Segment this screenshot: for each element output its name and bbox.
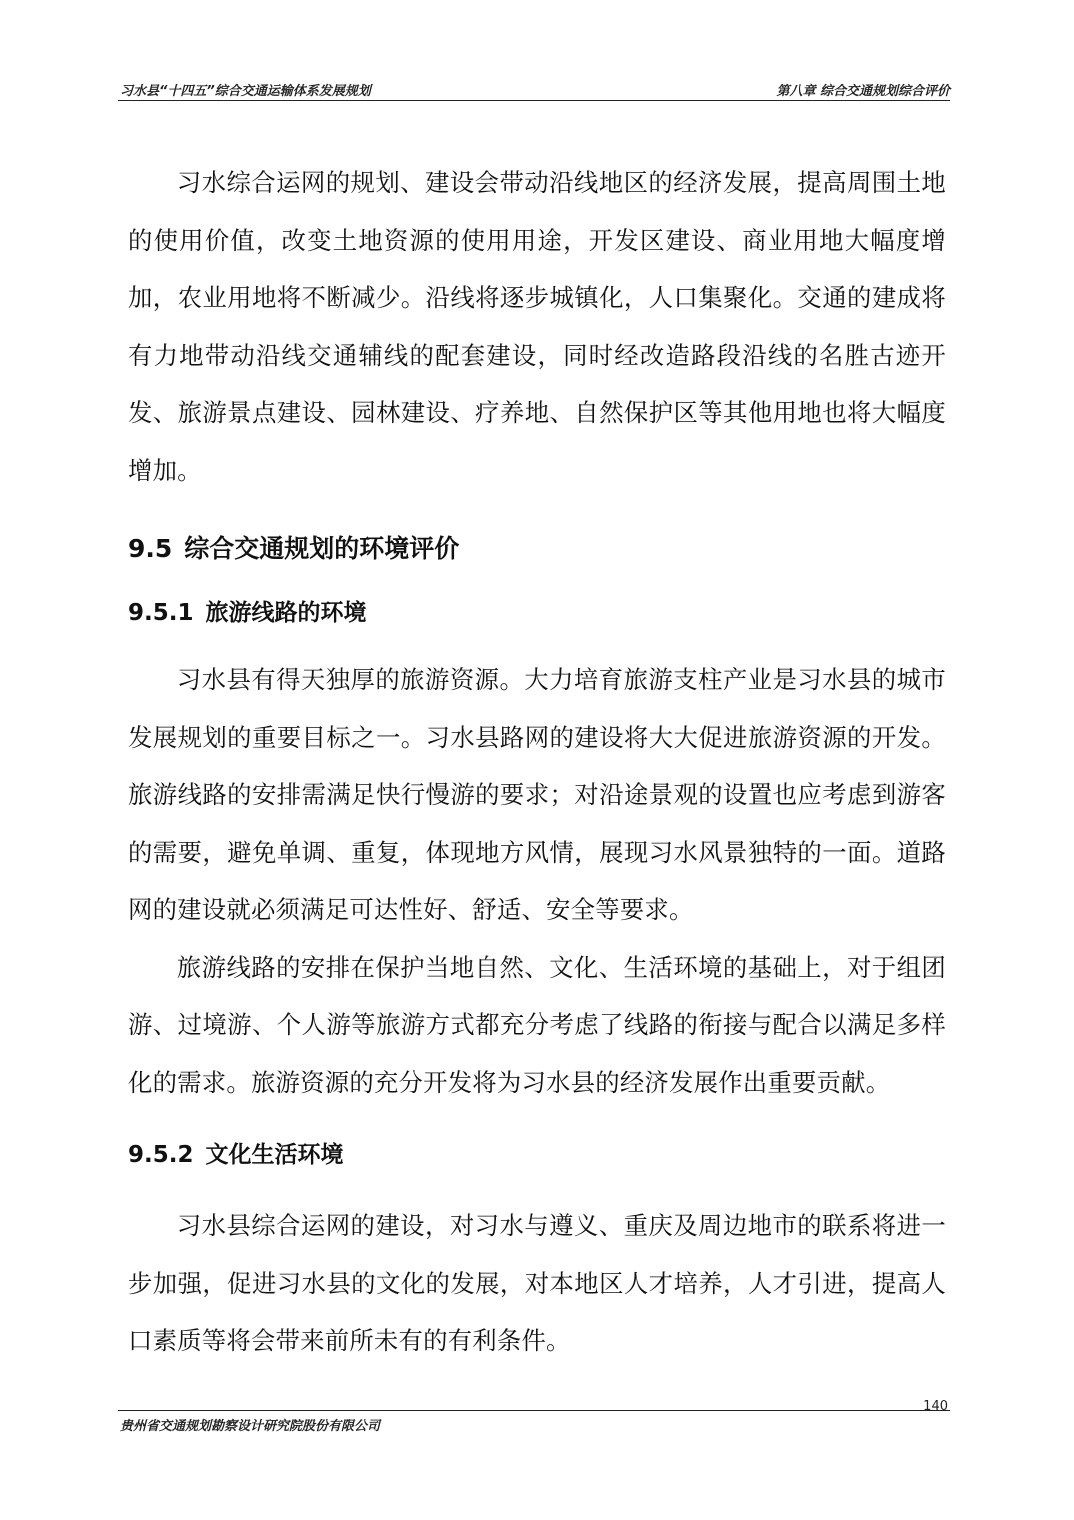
page-header — [118, 78, 950, 101]
page-body — [128, 154, 946, 1370]
header-chapter-title: 第八章 综合交通规划综合评价 — [776, 84, 950, 99]
tourism-paragraph-2: 旅游线路的安排在保护当地自然、文化、生活环境的基础上，对于组团游、过境游、个人游等旅游方式都充分考虑了线路的衔接与配合以满足多样化的需求。旅游资源的充分开发将为习水县的经济发展作出重要贡献。 — [128, 952, 946, 1097]
subsection-heading-9-5-2 — [128, 1137, 946, 1173]
intro-paragraph: 习水综合运网的规划、建设会带动沿线地区的经济发展，提高周围土地的使用价值，改变土地资源的使用用途，开发区建设、商业用地大幅度增加，农业用地将不断减少。沿线将逐步城镇化，人口集聚化。交通的建成将有力地带动沿线交通辅线的配套建设，同时经改造路段沿线的名胜古迹开发、旅游景点建设、园林建设、疗养地、自然保护区等其他用地也将大幅度增加。 — [128, 168, 946, 485]
header-document-title: 习水县“十四五”综合交通运输体系发展规划 — [120, 84, 371, 99]
tourism-paragraph-1: 习水县有得天独厚的旅游资源。大力培育旅游支柱产业是习水县的城市发展规划的重要目标之一。习水县路网的建设将大大促进旅游资源的开发。旅游线路的安排需满足快行慢游的要求；对沿途景观的设置也应考虑到游客的需要，避免单调、重复，体现地方风情，展现习水风景独特的一面。道路网的建设就必须满足可达性好、舒适、安全等要求。 — [128, 665, 946, 924]
page-footer — [118, 1399, 950, 1451]
subsection-title: 旅游线路的环境 — [205, 600, 367, 626]
footer-company-name: 贵州省交通规划勘察设计研究院股份有限公司 — [120, 1419, 381, 1434]
section-number: 9.5 — [128, 534, 173, 563]
page-number: 140 — [923, 1399, 948, 1414]
culture-paragraph-1: 习水县综合运网的建设，对习水与遵义、重庆及周边地市的联系将进一步加强，促进习水县的文化的发展，对本地区人才培养，人才引进，提高人口素质等将会带来前所未有的有利条件。 — [128, 1211, 946, 1355]
subsection-number: 9.5.1 — [128, 600, 194, 626]
subsection-title: 文化生活环境 — [205, 1142, 344, 1168]
subsection-number: 9.5.2 — [128, 1142, 194, 1168]
section-heading-9-5 — [128, 529, 946, 569]
section-title: 综合交通规划的环境评价 — [184, 534, 460, 563]
subsection-heading-9-5-1 — [128, 595, 946, 631]
